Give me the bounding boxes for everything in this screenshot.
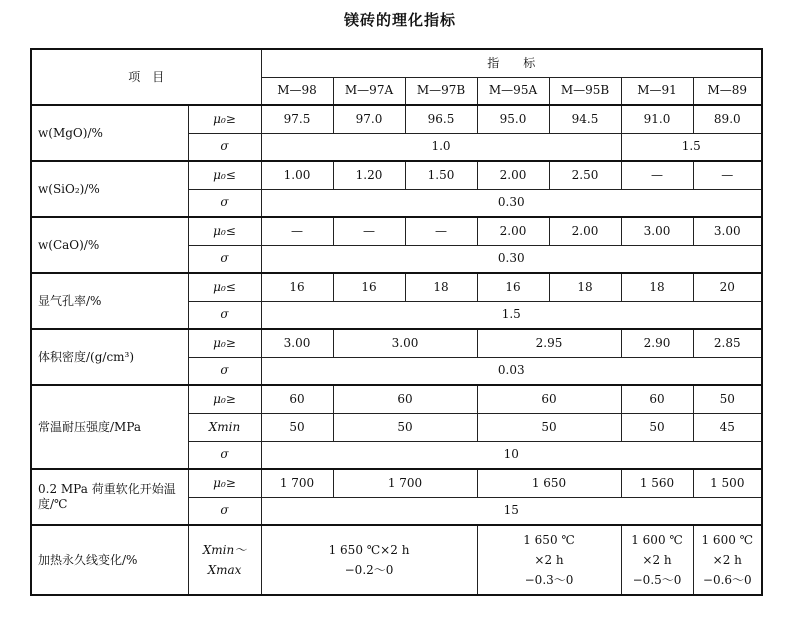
row-label-softening: 0.2 MPa 荷重软化开始温度/℃ — [31, 469, 188, 525]
table-cell: 1.0 — [261, 133, 621, 161]
row-label-linear-change: 加热永久线变化/% — [31, 525, 188, 595]
table-cell: 95.0 — [477, 105, 549, 133]
cell-line: 1 650 ℃×2 h — [328, 543, 410, 557]
symbol-x-range — [188, 525, 261, 595]
symbol-sigma: σ — [188, 133, 261, 161]
cell-line: 1 650 ℃ — [523, 533, 575, 547]
table-cell: 45 — [693, 413, 762, 441]
table-cell: 1.50 — [405, 161, 477, 189]
table-cell: 1 560 — [621, 469, 693, 497]
table-cell: 60 — [621, 385, 693, 413]
table-cell: 50 — [693, 385, 762, 413]
table-cell — [621, 525, 693, 595]
table-cell: 15 — [261, 497, 762, 525]
table-cell: 2.00 — [477, 161, 549, 189]
symbol-x-min: Xmin — [188, 413, 261, 441]
table-cell: 96.5 — [405, 105, 477, 133]
symbol-sigma: σ — [188, 245, 261, 273]
symbol-sigma: σ — [188, 497, 261, 525]
table-cell: 2.95 — [477, 329, 621, 357]
table-cell: 1.5 — [261, 301, 762, 329]
grade-header: M—97B — [405, 77, 477, 105]
cell-line: 1 600 ℃ — [631, 533, 683, 547]
table-cell: 60 — [261, 385, 333, 413]
table-cell: 0.30 — [261, 189, 762, 217]
table-cell: 16 — [333, 273, 405, 301]
cell-line: −0.5～0 — [632, 573, 682, 587]
table-cell: 97.0 — [333, 105, 405, 133]
symbol-sigma: σ — [188, 357, 261, 385]
table-cell: 1.00 — [261, 161, 333, 189]
table-cell: 10 — [261, 441, 762, 469]
grade-header: M—97A — [333, 77, 405, 105]
table-cell: 1.20 — [333, 161, 405, 189]
table-cell: 2.50 — [549, 161, 621, 189]
table-cell: 1 500 — [693, 469, 762, 497]
table-cell: 50 — [621, 413, 693, 441]
symbol-x-range-top: Xmin～ — [202, 543, 247, 557]
symbol-mu-ge: μ₀≥ — [188, 329, 261, 357]
physicochemical-spec-table — [30, 48, 763, 596]
symbol-sigma: σ — [188, 301, 261, 329]
cell-line: ×2 h — [642, 553, 672, 567]
table-cell: 97.5 — [261, 105, 333, 133]
table-cell — [693, 525, 762, 595]
cell-line: −0.2～0 — [344, 563, 394, 577]
table-cell: 2.85 — [693, 329, 762, 357]
symbol-x-range-bottom: Xmax — [207, 563, 242, 577]
table-cell: — — [405, 217, 477, 245]
table-cell: — — [333, 217, 405, 245]
cell-line: −0.6～0 — [702, 573, 752, 587]
row-label-strength: 常温耐压强度/MPa — [31, 385, 188, 469]
table-cell: 91.0 — [621, 105, 693, 133]
table-cell: 1.5 — [621, 133, 762, 161]
symbol-sigma: σ — [188, 189, 261, 217]
table-cell: 2.00 — [477, 217, 549, 245]
grade-header: M—95B — [549, 77, 621, 105]
table-cell: 18 — [621, 273, 693, 301]
row-label-cao: w(CaO)/% — [31, 217, 188, 273]
table-cell: — — [261, 217, 333, 245]
table-cell: 50 — [477, 413, 621, 441]
item-header: 项 目 — [31, 49, 261, 105]
table-cell: 3.00 — [693, 217, 762, 245]
table-cell: — — [621, 161, 693, 189]
table-cell: — — [693, 161, 762, 189]
table-cell: 60 — [477, 385, 621, 413]
table-cell: 16 — [261, 273, 333, 301]
table-cell: 94.5 — [549, 105, 621, 133]
grade-header: M—91 — [621, 77, 693, 105]
table-cell: 20 — [693, 273, 762, 301]
grade-header: M—98 — [261, 77, 333, 105]
row-label-density: 体积密度/(g/cm³) — [31, 329, 188, 385]
document-title: 镁砖的理化指标 — [343, 11, 456, 29]
symbol-mu-le: μ₀≤ — [188, 161, 261, 189]
table-cell: 50 — [261, 413, 333, 441]
table-cell: 18 — [405, 273, 477, 301]
table-cell — [261, 525, 477, 595]
table-cell: 18 — [549, 273, 621, 301]
indicator-header: 指 标 — [261, 49, 762, 77]
symbol-mu-ge: μ₀≥ — [188, 385, 261, 413]
table-cell: 1 700 — [261, 469, 333, 497]
symbol-mu-le: μ₀≤ — [188, 273, 261, 301]
table-cell: 0.03 — [261, 357, 762, 385]
row-label-porosity: 显气孔率/% — [31, 273, 188, 329]
cell-line: 1 600 ℃ — [701, 533, 754, 547]
table-cell — [477, 525, 621, 595]
table-cell: 3.00 — [261, 329, 333, 357]
symbol-mu-le: μ₀≤ — [188, 217, 261, 245]
table-cell: 3.00 — [621, 217, 693, 245]
symbol-sigma: σ — [188, 441, 261, 469]
table-cell: 0.30 — [261, 245, 762, 273]
table-cell: 50 — [333, 413, 477, 441]
table-cell: 1 700 — [333, 469, 477, 497]
symbol-mu-ge: μ₀≥ — [188, 105, 261, 133]
table-cell: 89.0 — [693, 105, 762, 133]
table-cell: 2.90 — [621, 329, 693, 357]
table-cell: 3.00 — [333, 329, 477, 357]
table-cell: 1 650 — [477, 469, 621, 497]
cell-line: −0.3～0 — [524, 573, 574, 587]
row-label-mgo: w(MgO)/% — [31, 105, 188, 161]
grade-header: M—95A — [477, 77, 549, 105]
cell-line: ×2 h — [712, 553, 742, 567]
table-cell: 16 — [477, 273, 549, 301]
table-cell: 2.00 — [549, 217, 621, 245]
cell-line: ×2 h — [534, 553, 564, 567]
grade-header: M—89 — [693, 77, 762, 105]
symbol-mu-ge: μ₀≥ — [188, 469, 261, 497]
row-label-sio2: w(SiO₂)/% — [31, 161, 188, 217]
table-cell: 60 — [333, 385, 477, 413]
